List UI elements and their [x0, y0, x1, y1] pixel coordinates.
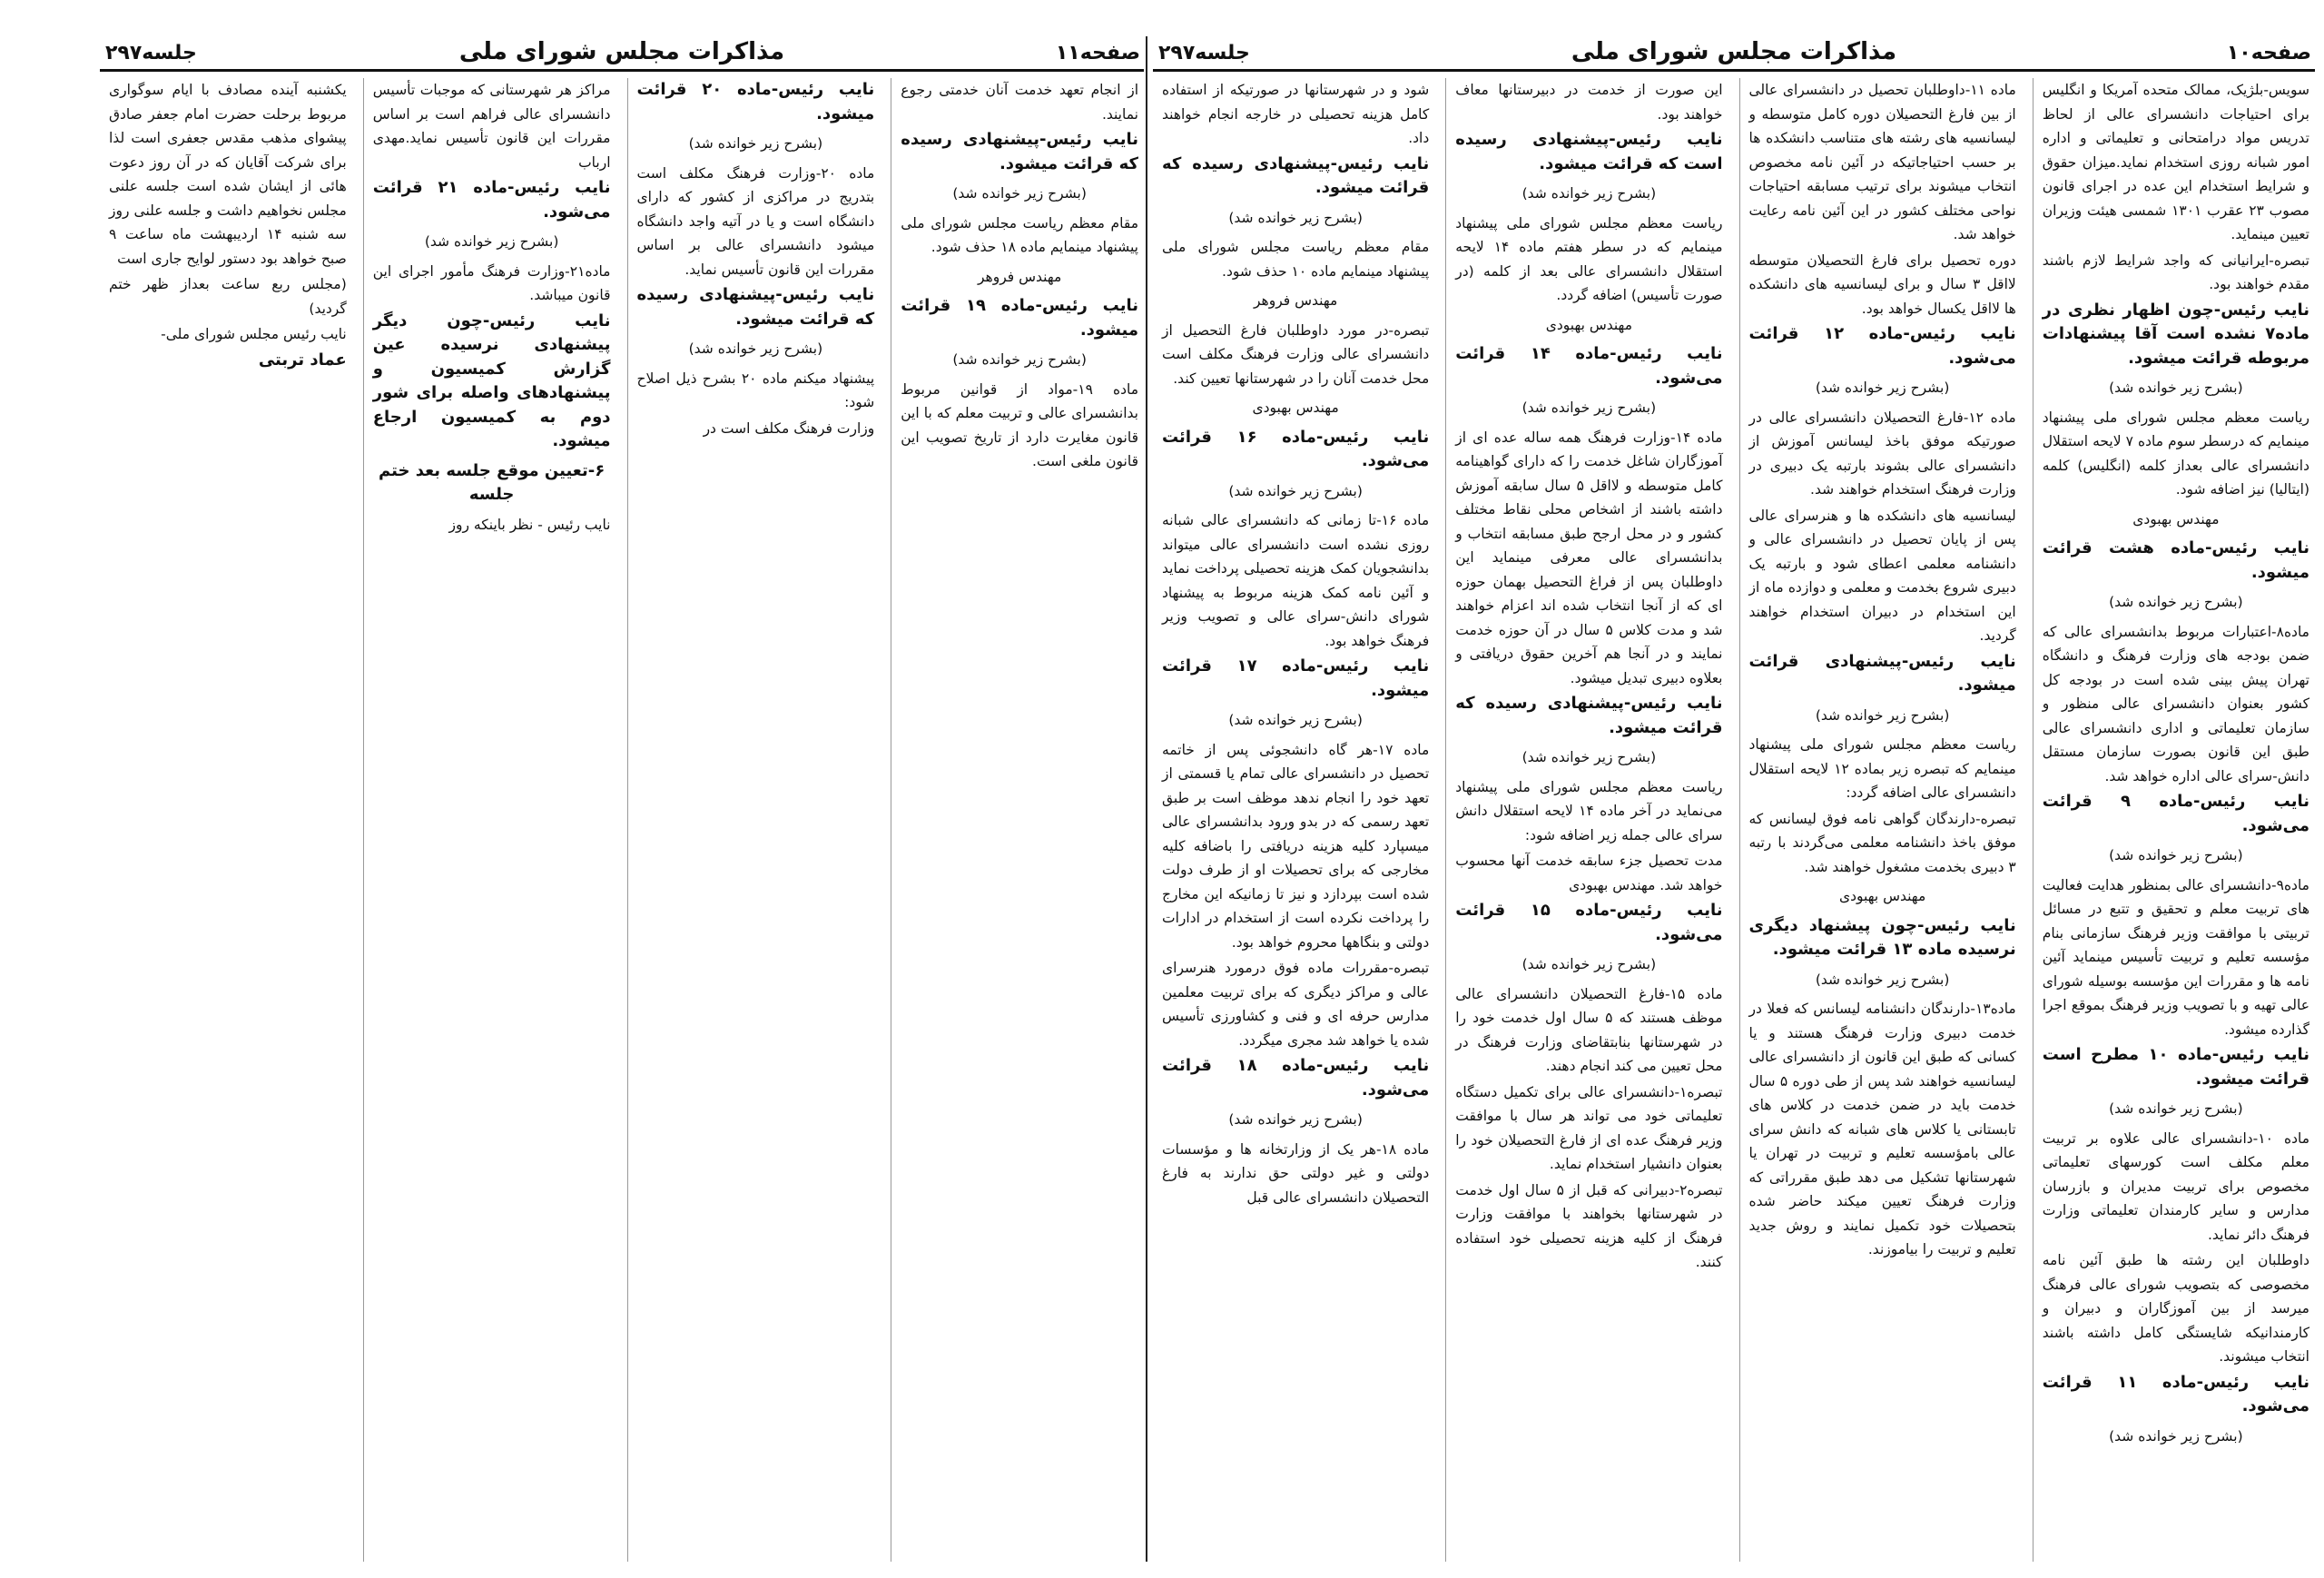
left-page-column-3 [363, 78, 616, 1562]
left-page-session: جلسه۲۹۷ [105, 42, 197, 64]
paragraph: ماده ۱۹-مواد از قوانین مربوط بدانشسرای عالی و تربیت معلم که با این قانون مغایرت دارد از تاریخ تصویب این قانون ملغی است. [901, 380, 1138, 469]
paragraph: تبصره-در مورد داوطلبان فارغ التحصیل از دانشسرای عالی وزارت فرهنگ مکلف است محل خدمت آنان را در شهرستانها تعیین کند. [1162, 321, 1430, 387]
paragraph: نایب رئیس-ماده ۱۱ قرائت می‌شود. [2042, 1372, 2310, 1415]
paragraph: ریاست معظم مجلس شورای ملی پیشنهاد مینمایم که در سطر هفتم ماده ۱۴ لایحه استقلال دانشسرای عالی بعد از کلمه (در صورت تأسیس) اضافه گردد. [1455, 214, 1723, 303]
paragraph: ماده ۱۴-وزارت فرهنگ همه ساله عده ای از آموزگاران شاغل خدمت را که دارای گواهینامه کامل متوسطه و لااقل ۵ سال سابقه آموزش داشته باشند از اشخاص محلی نقاط مختلف کشور و در محل ارجح طبق مسابقه انتخاب و بدانشسرای عالی معرفی مینماید این داوطلبان پس از فراغ التحصیل بهمان حوزه ای که از آنجا انتخاب شده اند اعزام خواهند شد و مدت کلاس ۵ سال در آن حوزه خدمت نمایند و در آنجا هم آخرین حقوق دریافتی و بعلاوه دبیری تبدیل میشود. [1455, 429, 1723, 686]
paragraph: (بشرح زیر خوانده شد) [1228, 712, 1363, 728]
paragraph: (بشرح زیر خوانده شد) [1521, 749, 1657, 765]
paragraph: عماد تربتی [258, 350, 347, 370]
right-page-column-3 [1445, 78, 1728, 1562]
left-page-columns [100, 78, 1144, 1562]
paragraph: مهندس فروهر [977, 268, 1062, 285]
paragraph: نایب رئیس-ماده ۱۵ قرائت می‌شود. [1455, 901, 1723, 944]
paragraph: یکشنبه آینده مصادف با ایام سوگواری مربوط برحلت حضرت امام جعفر صادق پیشوای مذهب مقدس جعفری است لذا برای شرکت آقایان که در آن روز دعوت هائی از ایشان شده است جلسه علنی مجلس نخواهیم داشت و جلسه علنی روز سه شنبه ۱۴ اردیبهشت ماه ساعت ۹ صبح خواهد بود دستور لوایح جاری است [109, 82, 347, 267]
paragraph: تبصره۲-دبیرانی که قبل از ۵ سال اول خدمت در شهرستانها بخواهند با موافقت وزارت فرهنگ از کلیه هزینه تحصیلی خود استفاده کنند. [1455, 1181, 1723, 1270]
paragraph: ریاست معظم مجلس شورای ملی پیشنهاد مینمایم که تبصره زیر بماده ۱۲ لایحه استقلال دانشسرای عالی اضافه گردد: [1748, 736, 2016, 801]
paragraph: (بشرح زیر خوانده شد) [2109, 847, 2243, 863]
paragraph: (مجلس ربع ساعت بعداز ظهر ختم گردید) [109, 276, 347, 317]
left-page-number: صفحه۱۱ [1055, 42, 1140, 64]
paragraph: (بشرح زیر خوانده شد) [1815, 706, 1950, 724]
paragraph: لیسانسیه های دانشکده ها و هنرسرای عالی پس از پایان تحصیل در دانشسرای عالی و دانشنامه معلمی اعطای شود و بارتبه یک دبیری شروع بخدمت و معلمی و دوازده ماه از این استخدام در دبیران استخدام خواهند گردید. [1748, 507, 2016, 644]
paragraph: دوره تحصیل برای فارغ التحصیلان متوسطه لااقل ۳ سال و برای لیسانسیه های دانشکده ها لااقل یکسال خواهد بود. [1748, 251, 2016, 317]
paragraph: (بشرح زیر خوانده شد) [1228, 1111, 1363, 1128]
paragraph: مهندس بهبودی [1252, 399, 1339, 416]
paragraph: داوطلبان این رشته ها طبق آئین نامه مخصوصی که بتصویب شورای عالی فرهنگ میرسد از بین آموزگاران و دبیران و کارمندانیکه شایستگی کامل داشته باشند انتخاب میشوند. [2042, 1252, 2309, 1365]
paragraph: نایب رئیس مجلس شورای ملی- [161, 326, 347, 342]
paragraph: ماده ۱۵-فارغ التحصیلان دانشسرای عالی موظف هستند که ۵ سال اول خدمت خود را در شهرستانها بنابتقاضای وزارت فرهنگ در محل تعیین می کند انجام دهند. [1455, 985, 1723, 1074]
right-page [1153, 36, 2315, 1562]
right-page-column-2 [1739, 78, 2022, 1562]
right-page-session: جلسه۲۹۷ [1158, 42, 1250, 64]
right-page-header [1153, 36, 2315, 72]
paragraph: نایب رئیس-پیشنهادی قرائت میشود. [1748, 651, 2016, 695]
paragraph: (بشرح زیر خوانده شد) [952, 185, 1087, 202]
paragraph: نایب رئیس-پیشنهادی رسیده که قرائت میشود. [1455, 694, 1723, 737]
paragraph: ماده ۱۰-دانشسرای عالی علاوه بر تربیت معلم مکلف است کورسهای تعلیماتی مخصوص برای تربیت مدیران و بازرسان مدارس و سایر کارمندان تعلیماتی وزارت فرهنگ دائر نماید. [2042, 1129, 2309, 1243]
paragraph: نایب رئیس-پیشنهادی رسیده که قرائت میشود. [1162, 153, 1430, 197]
paragraph: (بشرح زیر خوانده شد) [1521, 399, 1657, 416]
paragraph: تبصره-ایرانیانی که واجد شرایط لازم باشند مقدم خواهند بود. [2042, 251, 2309, 292]
paragraph: نایب رئیس - نظر باینکه روز [448, 516, 611, 533]
right-page-column-1 [2033, 78, 2315, 1562]
paragraph: (بشرح زیر خوانده شد) [1521, 956, 1657, 972]
left-page-column-1 [891, 78, 1144, 1562]
paragraph: نایب رئیس-ماده ۱۸ قرائت می‌شود. [1162, 1056, 1430, 1100]
left-page-column-4 [100, 78, 352, 1562]
paragraph: نایب رئیس-ماده ۱۲ قرائت می‌شود. [1748, 324, 2016, 368]
paragraph: مهندس فروهر [1253, 292, 1338, 309]
right-page-title: مذاکرات مجلس شورای ملی [1571, 38, 1897, 65]
paragraph: (بشرح زیر خوانده شد) [952, 351, 1087, 368]
paragraph: مقام معظم ریاست مجلس شورای ملی پیشنهاد مینمایم ماده ۱۰ حذف شود. [1162, 239, 1430, 280]
paragraph: (بشرح زیر خوانده شد) [1521, 185, 1657, 202]
paragraph: (بشرح زیر خوانده شد) [688, 340, 823, 357]
paragraph: پیشنهاد میکنم ماده ۲۰ بشرح ذیل اصلاح شود: [636, 370, 875, 410]
paragraph: نایب رئیس-ماده ۲۱ قرائت می‌شود. [372, 178, 611, 222]
left-page-column-2 [627, 78, 881, 1562]
page-gutter-divider [1146, 36, 1147, 1562]
paragraph: ماده ۱۸-هر یک از وزارتخانه ها و مؤسسات دولتی و غیر دولتی حق ندارند به فارغ التحصیلان دانشسرای عالی قبل [1162, 1140, 1430, 1206]
paragraph: تبصره-مقررات ماده فوق درمورد هنرسرای عالی و مراکز دیگری که برای تربیت معلمین مدارس حرفه ای و فنی و کشاورزی تأسیس شده یا خواهد شد مجری میگردد. [1162, 960, 1430, 1049]
paragraph: (بشرح زیر خوانده شد) [424, 233, 559, 250]
paragraph: مهندس بهبودی [1545, 316, 1633, 333]
paragraph: (بشرح زیر خوانده شد) [2109, 1100, 2243, 1117]
paragraph: ماده ۱۷-هر گاه دانشجوئی پس از خاتمه تحصیل در دانشسرای عالی تمام یا قسمتی از تعهد خود را انجام ندهد موظف است بر طبق تعهد رسمی که در بدو ورود بدانشسرای عالی میسپارد کلیه هزینه دریافتی را باضافه کلیه مخارجی که برای تحصیلات او از طرف دولت شده است بپردازد و نیز تا زمانیکه این مخارج را پرداخت نکرده است از استخدام در ادارات دولتی و بنگاهها محروم خواهد بود. [1162, 741, 1430, 951]
paragraph: تبصره-دارندگان گواهی نامه فوق لیسانس که موفق باخذ دانشنامه معلمی می‌گردند با رتبه ۳ دبیری بخدمت مشغول خواهند شد. [1748, 810, 2016, 875]
paragraph: (بشرح زیر خوانده شد) [688, 135, 823, 152]
paragraph: نایب رئیس-ماده ۱۶ قرائت می‌شود. [1162, 427, 1430, 470]
paragraph: ماده ۱۶-تا زمانی که دانشسرای عالی شبانه روزی نشده است دانشسرای عالی میتواند بدانشجویان کمک هزینه تحصیلی پرداخت نماید و آئین نامه کمک هزینه مربوط به پیشنهاد شورای دانش-سرای عالی و تصویب وزیر فرهنگ خواهد بود. [1162, 512, 1430, 649]
paragraph: مدت تحصیل جزء سابقه خدمت آنها محسوب خواهد شد. مهندس بهبودی [1455, 853, 1723, 893]
paragraph: نایب رئیس-ماده ۹ قرائت می‌شود. [2042, 792, 2309, 835]
paragraph: ماده۲۱-وزارت فرهنگ مأمور اجرای این قانون میباشد. [372, 262, 611, 303]
paragraph: نایب رئیس-ماده ۱۰ مطرح است قرائت میشود. [2042, 1045, 2309, 1089]
paragraph: ماده ۱۱-داوطلبان تحصیل در دانشسرای عالی از بین فارغ التحصیلان دوره کامل متوسطه و لیسانسیه های رشته های متناسب دانشکده ها بر حسب احتیاجاتیکه در آئین نامه مخصوص انتخاب میشوند برای ترتیب مسابقه احتیاجات نواحی مختلف کشور در این آئین نامه رعایت خواهد شد. [1748, 82, 2016, 242]
paragraph: (بشرح زیر خوانده شد) [2109, 594, 2243, 610]
paragraph: وزارت فرهنگ مکلف است در [703, 419, 875, 437]
paragraph: مهندس بهبودی [2132, 510, 2220, 528]
paragraph: ماده۱۳-دارندگان دانشنامه لیسانس که فعلا در خدمت دبیری وزارت فرهنگ هستند و یا کسانی که طبق این قانون از دانشسرای عالی لیسانسیه خواهند شد پس از طی دوره ۵ سال خدمت باید در ضمن خدمت در کلاس های تابستانی یا کلاس های شبانه که دانش سرای عالی بامؤسسه تعلیم و تربیت در تهران یا شهرستانها تشکیل می دهد طبق مقرراتی که وزارت فرهنگ تعیین میکند حاضر شده بتحصیلات خود تکمیل نمایند و روش جدید تعلیم و تربیت را بیاموزند. [1748, 1001, 2016, 1257]
right-page-columns [1153, 78, 2315, 1562]
left-page-title: مذاکرات مجلس شورای ملی [458, 38, 785, 65]
paragraph: نایب رئیس-پیشنهادی رسیده است که قرائت میشود. [1455, 130, 1723, 173]
paragraph: ماده ۲۰-وزارت فرهنگ مکلف است بتدریج در مراکزی از کشور که دارای دانشگاه است و یا در آتیه واجد دانشگاه میشود دانشسرای عالی بر اساس مقررات این قانون تأسیس نماید. [636, 164, 875, 278]
paragraph: سویس-بلژیک، ممالک متحده آمریکا و انگلیس برای احتیاجات دانشسرای عالی از لحاظ تدریس مواد درامتحانی و تعلیماتی و اداره امور شبانه روزی استخدام نماید.میزان حقوق و شرایط استخدام این عده در اجرای قانون مصوب ۲۳ عقرب ۱۳۰۱ شمسی هیئت وزیران تعیین مینماید. [2042, 82, 2309, 242]
paragraph: نایب رئیس-چون پیشنهاد دیگری نرسیده ماده ۱۳ قرائت میشود. [1748, 915, 2016, 959]
paragraph: ریاست معظم مجلس شورای ملی پیشنهاد مینمایم که درسطر سوم ماده ۷ لایحه استقلال دانشسرای عالی بعداز کلمه (انگلیس) کلمه (ایتالیا) نیز اضافه شود. [2042, 409, 2309, 498]
paragraph: ماده۸-اعتبارات مربوط بدانشسرای عالی که ضمن بودجه های وزارت فرهنگ و دانشگاه تهران پیش بینی شده است در بودجه کل کشور بعنوان دانشسرای عالی منظور و سازمان تعلیماتی و اداری دانشسرای عالی طبق این قانون بصورت سازمان مستقل دانش-سرای عالی اداره خواهد شد. [2042, 623, 2309, 784]
paragraph: نایب رئیس-ماده ۱۷ قرائت میشود. [1162, 656, 1430, 700]
paragraph: نایب رئیس-چون اظهار نظری در ماده۷ نشده است آقا پیشنهادات مربوطه قرائت میشود. [2042, 300, 2309, 368]
paragraph: این صورت از خدمت در دبیرستانها معاف خواهند بود. [1455, 82, 1723, 123]
paragraph: ماده۹-دانشسرای عالی بمنظور هدایت فعالیت های تربیت معلم و تحقیق و تتبع در مسائل تربیتی با موافقت وزیر فرهنگ سازمانی بنام مؤسسه تعلیم و تربیت تأسیس مینماید آئین نامه ها و مقررات این مؤسسه بوسیله شورای عالی تهیه و با تصویب وزیر فرهنگ بموقع اجرا گذارده میشود. [2042, 876, 2309, 1038]
paragraph: (بشرح زیر خوانده شد) [1228, 482, 1363, 499]
paragraph: ریاست معظم مجلس شورای ملی پیشنهاد می‌نماید در آخر ماده ۱۴ لایحه استقلال دانش سرای عالی جمله زیر اضافه شود: [1455, 778, 1723, 843]
paragraph: نایب رئیس-ماده هشت قرائت میشود. [2042, 538, 2309, 582]
left-page [100, 36, 1144, 1562]
paragraph: مهندس بهبودی [1838, 888, 1926, 904]
paragraph: از انجام تعهد خدمت آنان خدمتی رجوع نمایند. [901, 82, 1138, 123]
paragraph: تبصره۱-دانشسرای عالی برای تکمیل دستگاه تعلیماتی خود می تواند هر سال با موافقت وزیر فرهنگ عده ای از فارغ التحصیلان خود را بعنوان دانشیار استخدام نماید. [1455, 1083, 1723, 1172]
paragraph: (بشرح زیر خوانده شد) [1228, 209, 1363, 226]
paragraph: ماده ۱۲-فارغ التحصیلان دانشسرای عالی در صورتیکه موفق باخذ لیسانس آموزش از دانشسرای عالی بشوند بارتبه یک دبیری در وزارت فرهنگ استخدام خواهند شد. [1748, 409, 2016, 498]
right-page-number: صفحه۱۰ [2226, 42, 2311, 64]
paragraph: (بشرح زیر خوانده شد) [1815, 971, 1950, 988]
paragraph: نایب رئیس-ماده ۱۴ قرائت می‌شود. [1455, 344, 1723, 388]
paragraph: (بشرح زیر خوانده شد) [1815, 380, 1950, 396]
left-page-header [100, 36, 1144, 72]
paragraph: نایب رئیس-پیشنهادی رسیده که قرائت میشود. [636, 285, 875, 329]
paragraph: (بشرح زیر خوانده شد) [2109, 380, 2243, 396]
paragraph: نایب رئیس-ماده ۱۹ قرائت میشود. [901, 296, 1139, 340]
paragraph: شود و در شهرستانها در صورتیکه از استفاده کامل هزینه تحصیلی در خارجه انجام خواهند داد. [1162, 82, 1430, 146]
paragraph: (بشرح زیر خوانده شد) [2109, 1427, 2243, 1445]
paragraph: مراکز هر شهرستانی که موجبات تأسیس دانشسرای عالی فراهم است بر اساس مقررات این قانون تأسیس نماید.مهدی ارباب [372, 82, 611, 171]
right-page-column-4 [1153, 78, 1434, 1562]
paragraph: نایب رئیس-پیشنهادی رسیده که قرائت میشود. [901, 130, 1138, 173]
paragraph: نایب رئیس-چون دیگر پیشنهادی نرسیده عین گزارش کمیسیون و پیشنهادهای واصله برای شور دوم به کمیسیون ارجاع میشود. [372, 311, 611, 450]
paragraph: ۶-تعیین موقع جلسه بعد ختم جلسه [379, 460, 606, 504]
paragraph: نایب رئیس-ماده ۲۰ قرائت میشود. [636, 80, 875, 123]
paragraph: مقام معظم ریاست مجلس شورای ملی پیشنهاد مینمایم ماده ۱۸ حذف شود. [901, 214, 1138, 255]
